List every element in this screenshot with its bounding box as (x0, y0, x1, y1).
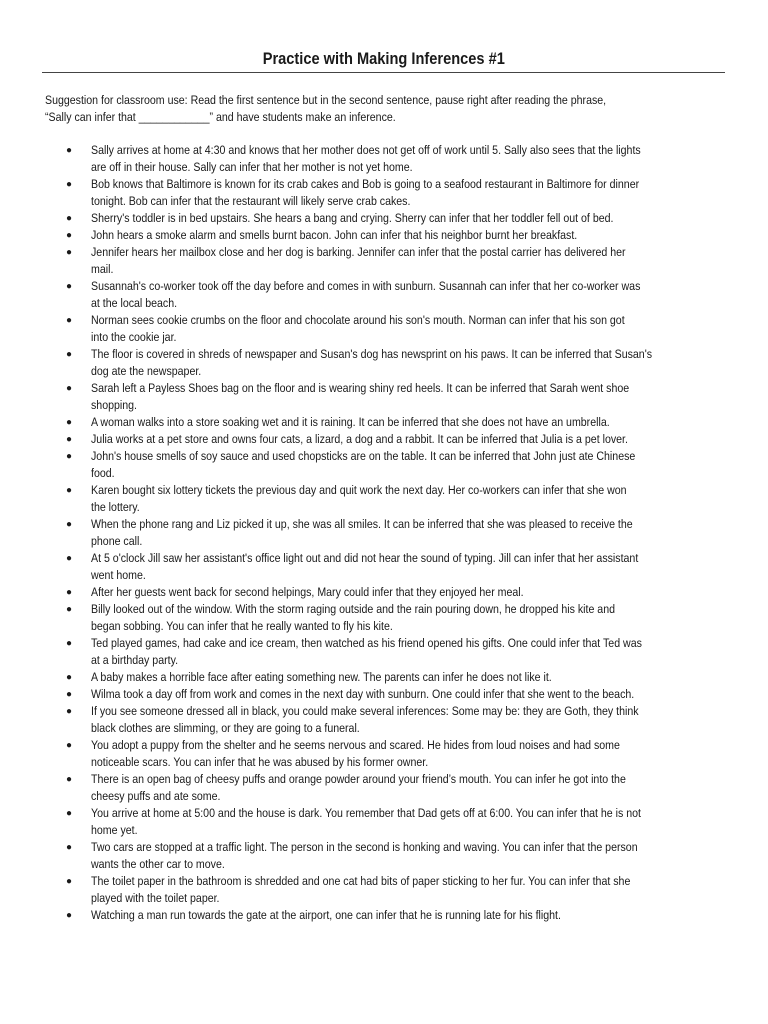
list-item-text (91, 635, 768, 669)
list-item-text (91, 686, 768, 703)
list-item-line: food. (91, 466, 115, 480)
list-item-text (91, 584, 768, 601)
bullet-icon: ● (66, 485, 73, 496)
list-item (0, 703, 768, 737)
list-item-text (91, 142, 768, 176)
list-item-text (91, 737, 768, 771)
list-item-line: into the cookie jar. (91, 330, 177, 344)
list-item (0, 635, 768, 669)
list-item (0, 448, 768, 482)
list-item-line: Susannah's co-worker took off the day before and comes in with sunburn. Susannah can infer that her co-worker was (91, 279, 641, 293)
list-item-line: Norman sees cookie crumbs on the floor and chocolate around his son's mouth. Norman can infer that his son got (91, 313, 625, 327)
list-item-text (91, 805, 768, 839)
document-title (0, 49, 768, 69)
list-item (0, 550, 768, 584)
list-item-text (91, 448, 768, 482)
list-item (0, 516, 768, 550)
list-item-line: Wilma took a day off from work and comes in the next day with sunburn. One could infer that she went to the beach. (91, 687, 635, 701)
bullet-icon: ● (66, 383, 73, 394)
list-item (0, 244, 768, 278)
list-item-line: At 5 o'clock Jill saw her assistant's office light out and did not hear the sound of typing. Jill can infer that her assistant (91, 551, 639, 565)
list-item (0, 686, 768, 703)
list-item (0, 771, 768, 805)
list-item-line: If you see someone dressed all in black, you could make several inferences: Some may be: they are Goth, they think (91, 704, 639, 718)
title-text: Practice with Making Inferences #1 (262, 49, 506, 68)
list-item (0, 312, 768, 346)
bullet-icon: ● (66, 774, 73, 785)
bullet-icon: ● (66, 808, 73, 819)
list-item-line: John hears a smoke alarm and smells burnt bacon. John can infer that his neighbor burnt her breakfast. (91, 228, 578, 242)
bullet-icon: ● (66, 553, 73, 564)
list-item-text (91, 839, 768, 873)
bullet-icon: ● (66, 876, 73, 887)
list-item-line: You arrive at home at 5:00 and the house is dark. You remember that Dad gets off at 6:00. You can infer that he is not (91, 806, 641, 820)
bullet-icon: ● (66, 145, 73, 156)
list-item-text (91, 482, 768, 516)
list-item-line: noticeable scars. You can infer that he was abused by his former owner. (91, 755, 429, 769)
list-item-text (91, 210, 768, 227)
list-item-line: mail. (91, 262, 114, 276)
list-item (0, 601, 768, 635)
list-item-text (91, 244, 768, 278)
list-item (0, 142, 768, 176)
list-item (0, 414, 768, 431)
list-item-text (91, 414, 768, 431)
list-item (0, 839, 768, 873)
list-item-text (91, 516, 768, 550)
list-item-line: the lottery. (91, 500, 140, 514)
list-item-line: phone call. (91, 534, 143, 548)
list-item-text (91, 550, 768, 584)
list-item-text (91, 431, 768, 448)
bullet-icon: ● (66, 842, 73, 853)
list-item (0, 907, 768, 924)
bullet-icon: ● (66, 179, 73, 190)
list-item-line: Bob knows that Baltimore is known for its crab cakes and Bob is going to a seafood restaurant in Baltimore for dinner (91, 177, 640, 191)
list-item (0, 227, 768, 244)
bullet-icon: ● (66, 706, 73, 717)
list-item-line: When the phone rang and Liz picked it up, she was all smiles. It can be inferred that she was pleased to receive the (91, 517, 633, 531)
list-item-line: at a birthday party. (91, 653, 179, 667)
bullet-icon: ● (66, 638, 73, 649)
list-item (0, 278, 768, 312)
intro-line: Suggestion for classroom use: Read the first sentence but in the second sentence, pause right after reading the phrase, (45, 93, 607, 107)
list-item-line: There is an open bag of cheesy puffs and orange powder around your friend’s mouth. You can infer he got into the (91, 772, 626, 786)
list-item-line: Julia works at a pet store and owns four cats, a lizard, a dog and a rabbit. It can be inferred that Julia is a pet lover. (91, 432, 628, 446)
list-item-line: went home. (91, 568, 146, 582)
title-underline (42, 72, 725, 73)
list-item-line: You adopt a puppy from the shelter and he seems nervous and scared. He hides from loud noises and had some (91, 738, 620, 752)
bullet-icon: ● (66, 349, 73, 360)
list-item-text (91, 703, 768, 737)
list-item-text (91, 907, 768, 924)
list-item-line: tonight. Bob can infer that the restaurant will likely serve crab cakes. (91, 194, 411, 208)
bullet-icon: ● (66, 434, 73, 445)
list-item-text (91, 176, 768, 210)
list-item-line: played with the toilet paper. (91, 891, 220, 905)
list-item-line: Watching a man run towards the gate at the airport, one can infer that he is running late for his flight. (91, 908, 561, 922)
list-item-text (91, 312, 768, 346)
list-item-line: A woman walks into a store soaking wet and it is raining. It can be inferred that she does not have an umbrella. (91, 415, 610, 429)
list-item-line: began sobbing. You can infer that he really wanted to fly his kite. (91, 619, 393, 633)
list-item-line: shopping. (91, 398, 137, 412)
list-item-line: cheesy puffs and ate some. (91, 789, 221, 803)
list-item-line: home yet. (91, 823, 138, 837)
list-item-line: wants the other car to move. (91, 857, 225, 871)
bullet-icon: ● (66, 417, 73, 428)
inference-list (0, 142, 768, 924)
bullet-icon: ● (66, 740, 73, 751)
list-item (0, 210, 768, 227)
bullet-icon: ● (66, 519, 73, 530)
bullet-icon: ● (66, 451, 73, 462)
bullet-icon: ● (66, 247, 73, 258)
list-item-line: The floor is covered in shreds of newspaper and Susan's dog has newsprint on his paws. It can be inferred that Susan's (91, 347, 653, 361)
bullet-icon: ● (66, 213, 73, 224)
bullet-icon: ● (66, 315, 73, 326)
list-item-text (91, 346, 768, 380)
list-item-text (91, 380, 768, 414)
list-item (0, 482, 768, 516)
list-item-line: Sarah left a Payless Shoes bag on the floor and is wearing shiny red heels. It can be inferred that Sarah went shoe (91, 381, 630, 395)
intro-paragraph (45, 92, 690, 126)
list-item (0, 380, 768, 414)
list-item (0, 737, 768, 771)
list-item-line: black clothes are slimming, or they are going to a funeral. (91, 721, 360, 735)
list-item-text (91, 669, 768, 686)
list-item-text (91, 278, 768, 312)
bullet-icon: ● (66, 672, 73, 683)
bullet-icon: ● (66, 689, 73, 700)
list-item (0, 346, 768, 380)
list-item (0, 873, 768, 907)
list-item-line: John's house smells of soy sauce and used chopsticks are on the table. It can be inferred that John just ate Chinese (91, 449, 636, 463)
list-item-line: After her guests went back for second helpings, Mary could infer that they enjoyed her meal. (91, 585, 524, 599)
list-item-line: Sally arrives at home at 4:30 and knows that her mother does not get off of work until 5. Sally also sees that the lights (91, 143, 641, 157)
list-item-text (91, 771, 768, 805)
bullet-icon: ● (66, 604, 73, 615)
list-item-text (91, 601, 768, 635)
list-item-line: Sherry's toddler is in bed upstairs. She hears a bang and crying. Sherry can infer that her toddler fell out of bed. (91, 211, 614, 225)
list-item-line: A baby makes a horrible face after eating something new. The parents can infer he does not like it. (91, 670, 552, 684)
list-item-line: dog ate the newspaper. (91, 364, 202, 378)
list-item-line: Two cars are stopped at a traffic light. The person in the second is honking and waving. You can infer that the person (91, 840, 638, 854)
bullet-icon: ● (66, 281, 73, 292)
list-item (0, 431, 768, 448)
list-item-text (91, 873, 768, 907)
list-item-text (91, 227, 768, 244)
list-item-line: Jennifer hears her mailbox close and her dog is barking. Jennifer can infer that the postal carrier has delivered her (91, 245, 626, 259)
list-item (0, 669, 768, 686)
intro-line: “Sally can infer that ____________” and have students make an inference. (45, 110, 396, 124)
list-item-line: Karen bought six lottery tickets the previous day and quit work the next day. Her co-workers can infer that she won (91, 483, 627, 497)
list-item (0, 805, 768, 839)
list-item-line: Billy looked out of the window. With the storm raging outside and the rain pouring down, he dropped his kite and (91, 602, 615, 616)
bullet-icon: ● (66, 587, 73, 598)
list-item (0, 176, 768, 210)
list-item-line: at the local beach. (91, 296, 178, 310)
bullet-icon: ● (66, 230, 73, 241)
list-item-line: The toilet paper in the bathroom is shredded and one cat had bits of paper sticking to her fur. You can infer that she (91, 874, 631, 888)
bullet-icon: ● (66, 910, 73, 921)
list-item-line: are off in their house. Sally can infer that her mother is not yet home. (91, 160, 413, 174)
list-item (0, 584, 768, 601)
list-item-line: Ted played games, had cake and ice cream, then watched as his friend opened his gifts. One could infer that Ted was (91, 636, 642, 650)
